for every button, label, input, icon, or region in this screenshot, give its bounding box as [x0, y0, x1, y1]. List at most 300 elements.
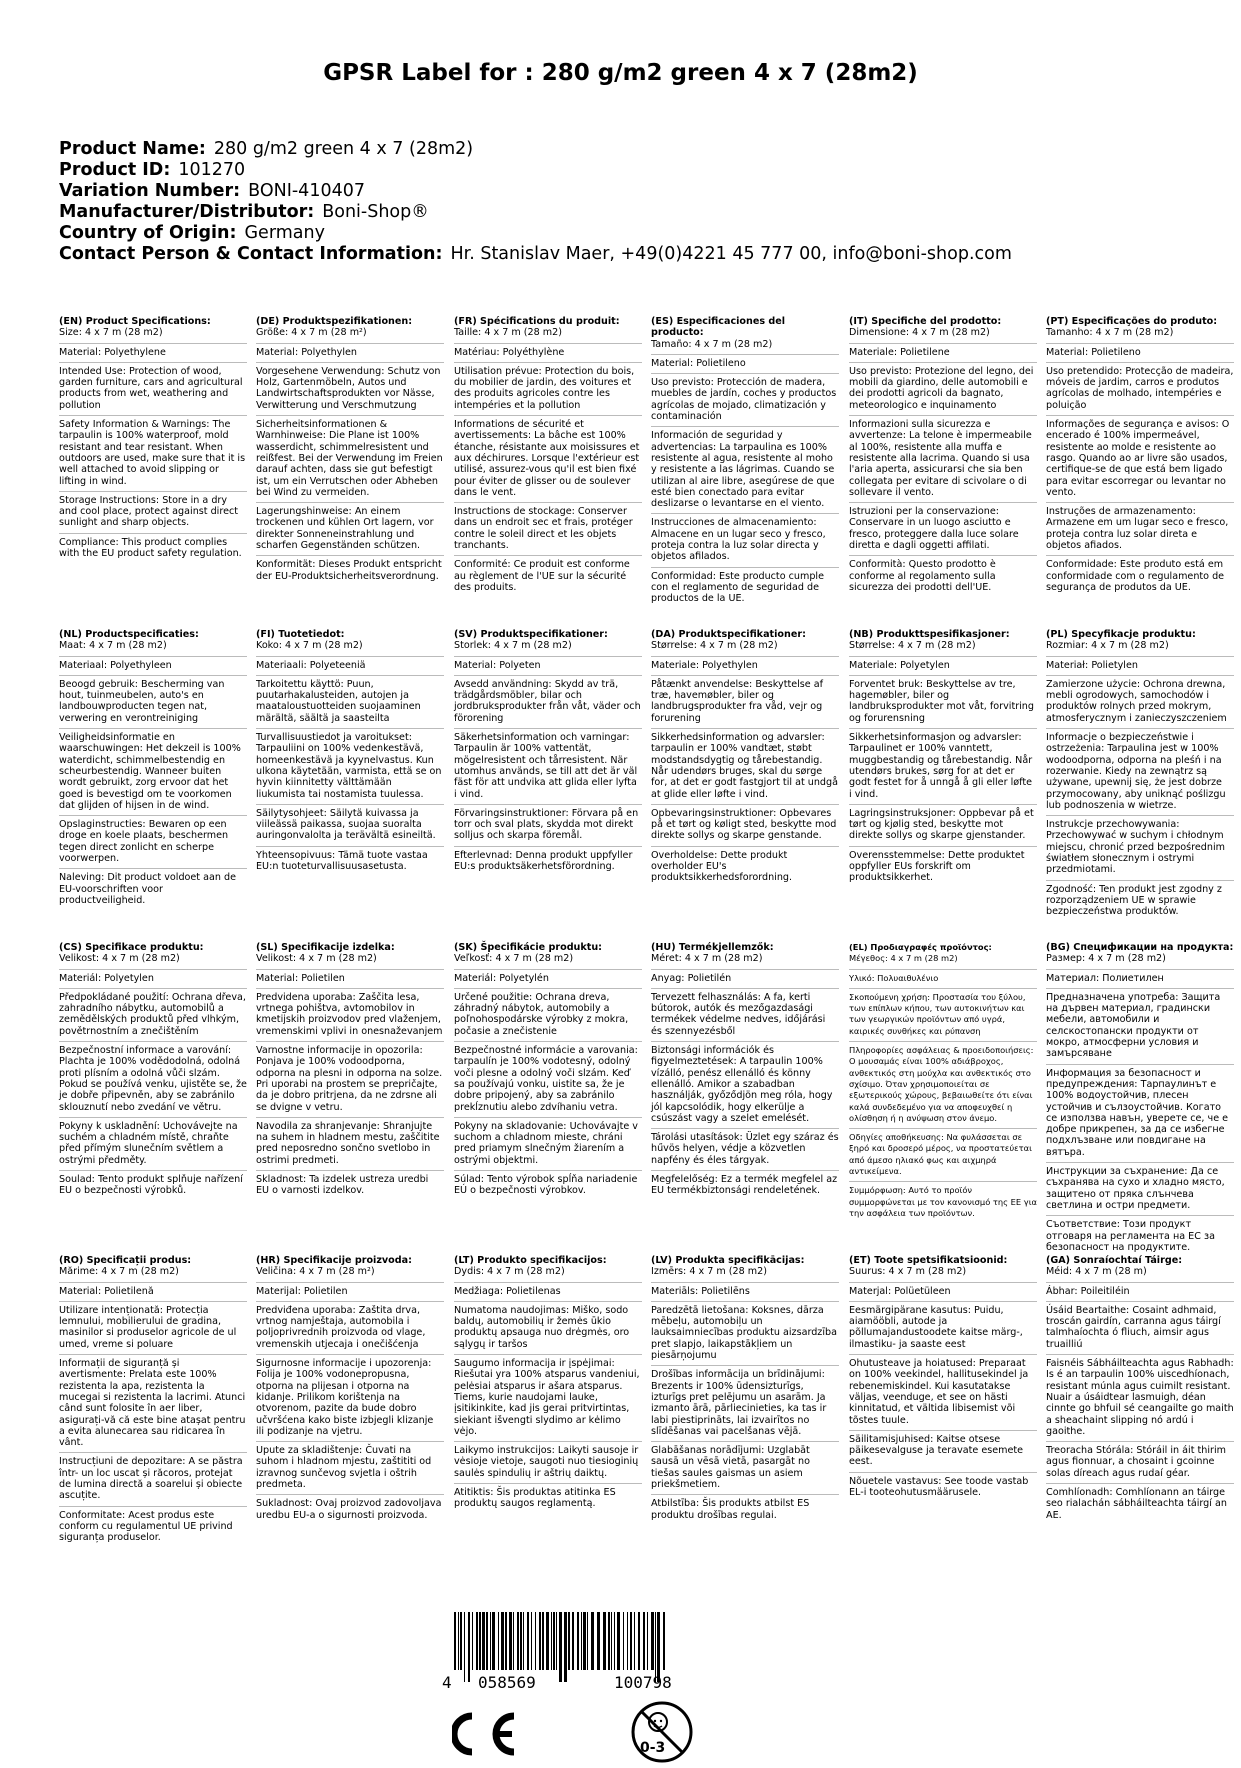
- spec-line: Sikkerhedsinformation og advarsler: tarpaulin er 100% vandtæt, støbt modstandsdygtig og tårebestandig. Når udendørs bruges, skal du sørge for, at det er godt fastgjort til at undgå at glide eller løfte i vind.: [651, 732, 838, 800]
- spec-line: Größe: 4 x 7 m (28 m²): [256, 327, 367, 339]
- spec-line: Predvidena uporaba: Zaščita lesa, vrtnega pohištva, avtomobilov in kmetijskih proizvodov pred vlaženjem, vremenskimi vplivi in onesnaževanjem: [256, 991, 443, 1037]
- spec-divider: [1046, 1354, 1234, 1355]
- spec-divider: [454, 988, 642, 989]
- spec-line: Υλικό: Πολυαιθυλένιο: [849, 972, 939, 983]
- spec-divider: [256, 1441, 444, 1442]
- spec-divider: [1046, 362, 1234, 363]
- spec-line: Tamanho: 4 x 7 m (28 m2): [1046, 327, 1174, 339]
- spec-line: Material: Polyeten: [454, 659, 541, 671]
- spec-divider: [651, 969, 839, 970]
- spec-line: Instrucciones de almacenamiento: Almacene en un lugar seco y fresco, proteja contra la luz solar directa y objetos afilados.: [651, 517, 826, 563]
- spec-line: Uso pretendido: Protecção de madeira, móveis de jardim, carros e produtos agrícolas de molhado, intempéries e poluição: [1046, 365, 1234, 411]
- spec-line: Materiāls: Polietilēns: [651, 1285, 750, 1297]
- page-title: GPSR Label for : 280 g/m2 green 4 x 7 (28m2): [323, 60, 918, 86]
- spec-section: [59, 1255, 247, 1548]
- spec-divider: [454, 969, 642, 970]
- spec-line: Storlek: 4 x 7 m (28 m2): [454, 640, 572, 652]
- spec-heading: (ET) Toote spetsifikatsioonid:: [849, 1255, 1008, 1266]
- spec-divider: [59, 1301, 247, 1302]
- spec-line: Maat: 4 x 7 m (28 m2): [59, 640, 167, 652]
- spec-line: Sicherheitsinformationen & Warnhinweise: Die Plane ist 100% wasserdicht, schimmelresistent und reißfest. Bei der Verwendung im Freien darauf achten, dass sie gut befestigt ist, um ein Verrutschen oder Abheben bei Wind zu vermeiden.: [256, 419, 443, 498]
- spec-divider: [849, 415, 1037, 416]
- spec-divider: [1046, 1064, 1234, 1065]
- spec-divider: [651, 513, 839, 514]
- spec-divider: [256, 1117, 444, 1118]
- spec-section: [454, 1255, 642, 1514]
- spec-line: Material: Polyethylen: [256, 346, 357, 358]
- spec-line: Οδηγίες αποθήκευσης: Να φυλάσσεται σε ξηρό και δροσερό μέρος, να προστατεύεται από άμεσο ηλιακό φως και αιχμηρά αντικείμενα.: [849, 1132, 1032, 1177]
- spec-line: Lagerungshinweise: An einem trockenen und kühlen Ort lagern, vor direkter Sonneneinstrahlung und scharfen Gegenständen schützen.: [256, 506, 434, 552]
- spec-line: Materiale: Polyetylen: [849, 659, 950, 671]
- spec-divider: [454, 502, 642, 503]
- spec-line: Matériau: Polyéthylène: [454, 346, 565, 358]
- info-product-id: Product ID: 101270: [59, 160, 246, 180]
- spec-divider: [256, 1301, 444, 1302]
- spec-divider: [849, 1354, 1037, 1355]
- spec-divider: [1046, 988, 1234, 989]
- spec-divider: [849, 1128, 1037, 1129]
- spec-line: Informações de segurança e avisos: O encerado é 100% impermeável, resistente ao molde e resistente ao rasgo. Quando ao ar livre são usados, certifique-se de que está bem ligado para evitar escorregar ou levantar no vento.: [1046, 419, 1230, 498]
- spec-line: Megfelelőség: Ez a termék megfelel az EU termékbiztonsági rendeletének.: [651, 1174, 838, 1197]
- spec-divider: [1046, 1441, 1234, 1442]
- spec-line: Opbevaringsinstruktioner: Opbevares på et tørt og køligt sted, beskytte mod direkte sollys og skarpe genstande.: [651, 807, 837, 842]
- spec-divider: [256, 1282, 444, 1283]
- spec-divider: [849, 1041, 1037, 1042]
- spec-divider: [59, 675, 247, 676]
- spec-line: Conformidade: Este produto está em conformidade com o regulamento de segurança de produtos da UE.: [1046, 559, 1225, 593]
- spec-line: Instrukcje przechowywania: Przechowywać w suchym i chłodnym miejscu, chronić przed bezpośrednim światłem słonecznym i ostrymi przedmiotami.: [1046, 819, 1225, 876]
- spec-line: Materiál: Polyetylén: [454, 972, 549, 984]
- spec-heading: (HU) Termékjellemzők:: [651, 942, 774, 953]
- spec-line: Nõuetele vastavus: See toode vastab EL-i tooteohutusmäärusele.: [849, 1475, 1029, 1499]
- spec-section: [59, 942, 247, 1201]
- spec-divider: [651, 1282, 839, 1283]
- spec-line: Treoracha Stórála: Stóráil in áit thirim agus fionnuar, a chosaint i gcoinne solas díreach agus rudaí géar.: [1046, 1445, 1226, 1479]
- spec-divider: [59, 533, 247, 534]
- info-contact: Contact Person & Contact Information: Hr. Stanislav Maer, +49(0)4221 45 777 00, info@boni-shop.com: [59, 244, 1012, 264]
- spec-line: Určené použitie: Ochrana dreva, záhradný nábytok, automobily a poľnohospodárske výrobky z mokra, počasie a znečistenie: [454, 991, 629, 1037]
- spec-line: Conformidad: Este producto cumple con el reglamento de seguridad de productos de la UE.: [651, 570, 824, 605]
- spec-heading: (EN) Product Specifications:: [59, 316, 211, 327]
- spec-line: Conformità: Questo prodotto è conforme al regolamento sulla sicurezza dei prodotti dell'UE.: [849, 559, 996, 593]
- spec-line: Πληροφορίες ασφάλειας & προειδοποιήσεις: Ο μουσαμάς είναι 100% αδιάβροχος, ανθεκτικός στη μούχλα και ανθεκτικός στο σχίσιμο. Όταν χρησιμοποιείται σε εξωτερικούς χώρους, βεβαιωθείτε ότι είναι καλά συνδεδεμένο για να αποφευχθεί η ολίσθηση ή η ανύψωση στον άνεμο.: [849, 1045, 1034, 1123]
- spec-heading: (RO) Specificații produs:: [59, 1255, 192, 1266]
- spec-divider: [651, 675, 839, 676]
- spec-line: Istruzioni per la conservazione: Conservare in un luogo asciutto e fresco, proteggere dalla luce solare diretta e dagli oggetti affilati.: [849, 506, 1019, 552]
- spec-line: Veiligheidsinformatie en waarschuwingen: Het dekzeil is 100% waterdicht, schimmelbestendig en scheurbestendig. Wanneer buiten wordt gebruikt, zorg ervoor dat het goed is bevestigd om te voorkomen dat glijden of hijsen in de wind.: [59, 732, 241, 811]
- spec-line: Bezpečnostní informace a varování: Plachta je 100% vodědodolná, odolná proti plísním a odolná vůči slzám. Pokud se používá venku, ujistěte se, že je dobře připevněn, aby se zabránilo sklouznutí nebo zvedání ve větru.: [59, 1045, 247, 1113]
- spec-line: Úsáid Beartaithe: Cosaint adhmaid, troscán gairdín, carranna agus táirgí talmhaíochta ó fliuch, aimsir agus truailliú: [1046, 1304, 1221, 1350]
- spec-line: Conformitate: Acest produs este conform cu regulamentul UE privind siguranța produselor.: [59, 1509, 233, 1544]
- spec-divider: [454, 343, 642, 344]
- spec-divider: [651, 988, 839, 989]
- spec-line: Laikymo instrukcijos: Laikyti sausoje ir vėsioje vietoje, saugoti nuo tiesioginių saulės spindulių ir aštrių daiktų.: [454, 1445, 639, 1479]
- spec-line: Materiaal: Polyethyleen: [59, 659, 172, 671]
- spec-divider: [849, 555, 1037, 556]
- spec-divider: [651, 1441, 839, 1442]
- spec-divider: [59, 969, 247, 970]
- spec-line: Skladnost: Ta izdelek ustreza uredbi EU o varnosti izdelkov.: [256, 1174, 429, 1197]
- spec-divider: [256, 502, 444, 503]
- spec-line: Efterlevnad: Denna produkt uppfyller EU:s produktsäkerhetsförordning.: [454, 849, 633, 873]
- spec-line: Biztonsági információk és figyelmeztetések: A tarpaulin 100% vízálló, penész ellenálló és könny ellenálló. Amikor a szabadban használják, győződjön meg róla, hogy jól kapcsolódik, hogy elkerülje a csúszást vagy a szelet emelését.: [651, 1045, 833, 1124]
- spec-line: Säilytysohjeet: Säilytä kuivassa ja viileässä paikassa, suojaa suoralta auringonvalolta ja terävältä esineiltä.: [256, 807, 436, 842]
- spec-divider: [849, 988, 1037, 989]
- spec-heading: (LT) Produkto specifikacijos:: [454, 1255, 607, 1266]
- spec-line: Atitiktis: Šis produktas atitinka ES produktų saugos reglamentą.: [454, 1487, 616, 1510]
- spec-line: Informazioni sulla sicurezza e avvertenze: La telone è impermeabile al 100%, resistente alla muffa e resistente alla lacrima. Quando si usa l'aria aperta, assicurarsi che sia ben collegata per evitare di scivolare o di sollevare il vento.: [849, 419, 1032, 498]
- spec-line: Förvaringsinstruktioner: Förvara på en torr och sval plats, skydda mot direkt solljus och skarpa föremål.: [454, 807, 639, 842]
- spec-line: Pokyny na skladovanie: Uchovávajte v suchom a chladnom mieste, chráni pred priamym slnečným žiarením a ostrými objektmi.: [454, 1120, 638, 1166]
- spec-line: Størrelse: 4 x 7 m (28 m2): [849, 640, 976, 652]
- spec-line: Size: 4 x 7 m (28 m2): [59, 327, 163, 339]
- spec-divider: [59, 362, 247, 363]
- spec-divider: [256, 988, 444, 989]
- spec-line: Material: Polietileno: [1046, 346, 1141, 358]
- spec-line: Storage Instructions: Store in a dry and cool place, protect against direct sunlight and sharp objects.: [59, 494, 239, 529]
- spec-divider: [1046, 1301, 1234, 1302]
- spec-section: [651, 1255, 839, 1525]
- spec-line: Intended Use: Protection of wood, garden furniture, cars and agricultural products from wet, weathering and pollution: [59, 365, 243, 411]
- spec-divider: [256, 804, 444, 805]
- barcode-digit-1: 4: [442, 1673, 452, 1692]
- spec-divider: [256, 1494, 444, 1495]
- spec-divider: [1046, 728, 1234, 729]
- spec-divider: [454, 846, 642, 847]
- spec-line: Eesmärgipärane kasutus: Puidu, aiamööbli, autode ja põllumajandustoodete kaitse märg-, ilmastiku- ja saaste eest: [849, 1304, 1023, 1350]
- spec-divider: [454, 415, 642, 416]
- spec-heading: (HR) Specifikacije proizvoda:: [256, 1255, 412, 1266]
- spec-line: Instruções de armazenamento: Armazene em um lugar seco e fresco, proteja contra luz solar direta e objetos afiados.: [1046, 506, 1229, 552]
- spec-line: Comhlíonadh: Comhlíonann an táirge seo rialachán sábháilteachta táirgí an AE.: [1046, 1487, 1227, 1521]
- spec-divider: [651, 1170, 839, 1171]
- spec-divider: [454, 1441, 642, 1442]
- spec-section: [1046, 629, 1234, 922]
- spec-heading: (CS) Specifikace produktu:: [59, 942, 204, 953]
- spec-divider: [256, 1170, 444, 1171]
- spec-divider: [1046, 343, 1234, 344]
- spec-line: Material: Polyethylene: [59, 346, 166, 358]
- spec-line: Tarkoitettu käyttö: Puun, puutarhakalusteiden, autojen ja maataloustuotteiden suojaaminen märältä, säältä ja saasteilta: [256, 678, 421, 724]
- spec-divider: [454, 1483, 642, 1484]
- spec-divider: [256, 415, 444, 416]
- spec-divider: [849, 728, 1037, 729]
- spec-line: Velikost: 4 x 7 m (28 m2): [59, 953, 180, 965]
- spec-line: Pokyny k uskladnění: Uchovávejte na suchém a chladném místě, chraňte před přímým slunečním světlem a ostrými předměty.: [59, 1120, 238, 1166]
- spec-line: Predviđena uporaba: Zaštita drva, vrtnog namještaja, automobila i poljoprivrednih proizvoda od vlage, vremenskih utjecaja i onečišćenja: [256, 1304, 426, 1350]
- spec-line: Съответствие: Този продукт отговаря на регламента на ЕС за безопасност на продуктите.: [1046, 1219, 1215, 1253]
- spec-section: [849, 629, 1037, 888]
- spec-divider: [59, 491, 247, 492]
- spec-divider: [454, 1282, 642, 1283]
- spec-line: Saugumo informacija ir įspėjimai: Riešutai yra 100% atsparus vandeniui, pelėsiai atsparus ir ašara atsparus. Tiems, kurie naudojami lauke, įsitikinkite, kad jis gerai pritvirtintas, siekiant išvengti slydimo ar kėlimo vėjo.: [454, 1358, 640, 1437]
- spec-divider: [454, 1117, 642, 1118]
- spec-heading: (FI) Tuotetiedot:: [256, 629, 345, 640]
- spec-line: Materiale: Polyethylen: [651, 659, 758, 671]
- spec-divider: [849, 969, 1037, 970]
- barcode-digit-3: 100798: [614, 1673, 672, 1692]
- spec-divider: [1046, 815, 1234, 816]
- spec-heading: (DA) Produktspecifikationer:: [651, 629, 806, 640]
- spec-divider: [59, 1282, 247, 1283]
- info-product-name: Product Name: 280 g/m2 green 4 x 7 (28m2): [59, 139, 474, 159]
- spec-line: Инструкции за съхранение: Да се съхранява на сухо и хладно място, защитено от пряка слънчева светлина и остри предмети.: [1046, 1166, 1225, 1211]
- spec-line: Súlad: Tento výrobok spĺňa nariadenie EÚ o bezpečnosti výrobkov.: [454, 1174, 638, 1197]
- spec-line: Taille: 4 x 7 m (28 m2): [454, 327, 562, 339]
- spec-divider: [59, 1041, 247, 1042]
- spec-divider: [1046, 555, 1234, 556]
- spec-divider: [849, 804, 1037, 805]
- not-suitable-0-3-icon: [630, 1700, 694, 1764]
- spec-section: [651, 316, 839, 609]
- spec-line: Materijal: Polietilen: [256, 1285, 348, 1297]
- spec-line: Instructions de stockage: Conserver dans un endroit sec et frais, protéger contre le soleil direct et les objets tranchants.: [454, 506, 633, 552]
- spec-line: Izmērs: 4 x 7 m (28 m2): [651, 1266, 767, 1278]
- spec-line: Conformité: Ce produit est conforme au règlement de l'UE sur la sécurité des produits.: [454, 559, 630, 593]
- spec-heading: (DE) Produktspezifikationen:: [256, 316, 413, 327]
- spec-divider: [1046, 502, 1234, 503]
- spec-heading: (EL) Προδιαγραφές προϊόντος:: [849, 942, 992, 952]
- spec-divider: [59, 1452, 247, 1453]
- spec-divider: [651, 567, 839, 568]
- spec-line: Sikkerhetsinformasjon og advarsler: Tarpaulinet er 100% vanntett, muggbestandig og tårebestandig. Når utendørs brukes, sørg for at det er godt festet for å unngå å gli eller løfte i vind.: [849, 732, 1033, 800]
- spec-divider: [849, 1181, 1037, 1182]
- spec-divider: [651, 656, 839, 657]
- spec-section: [849, 942, 1037, 1223]
- spec-line: Påtænkt anvendelse: Beskyttelse af træ, havemøbler, biler og landbrugsprodukter fra våd, vejr og forurening: [651, 678, 823, 724]
- spec-divider: [256, 969, 444, 970]
- spec-section: [454, 629, 642, 876]
- spec-heading: (NL) Productspecificaties:: [59, 629, 199, 640]
- spec-divider: [849, 675, 1037, 676]
- spec-heading: (GA) Sonraíochtaí Táirge:: [1046, 1255, 1183, 1266]
- spec-line: Anyag: Polietilén: [651, 972, 732, 984]
- spec-section: [651, 629, 839, 888]
- spec-line: Størrelse: 4 x 7 m (28 m2): [651, 640, 778, 652]
- spec-line: Material: Polietileno: [651, 357, 746, 369]
- product-info: [59, 139, 1189, 265]
- spec-line: Rozmiar: 4 x 7 m (28 m2): [1046, 640, 1169, 652]
- spec-heading: (IT) Specifiche del prodotto:: [849, 316, 1002, 327]
- spec-line: Glabāšanas norādījumi: Uzglabāt sausā un vēsā vietā, pasargāt no tiešas saules gaismas un asiem priekšmetiem.: [651, 1445, 810, 1491]
- spec-section: [651, 942, 839, 1201]
- spec-heading: (SK) Špecifikácie produktu:: [454, 942, 603, 953]
- spec-divider: [454, 656, 642, 657]
- spec-divider: [454, 555, 642, 556]
- spec-line: Informations de sécurité et avertissements: La bâche est 100% étanche, résistante aux moisissures et aux déchirures. Lorsque l'extérieur est utilisé, assurez-vous qu'il est bien fixé pour éviter de glisser ou de soulever dans le vent.: [454, 419, 640, 498]
- spec-divider: [454, 1170, 642, 1171]
- spec-divider: [651, 373, 839, 374]
- spec-line: Vorgesehene Verwendung: Schutz von Holz, Gartenmöbeln, Autos und Landwirtschaftsprodukten vor Nässe, Verwitterung und Verschmutzung: [256, 365, 441, 411]
- spec-divider: [849, 1472, 1037, 1473]
- spec-line: Instrucțiuni de depozitare: A se păstra într- un loc uscat și răcoros, protejat de lumina directă a soarelui și obiecte ascuțite.: [59, 1456, 243, 1502]
- spec-line: Overensstemmelse: Dette produktet oppfyller EUs forskrift om produktsikkerhet.: [849, 849, 1025, 884]
- spec-divider: [651, 1128, 839, 1129]
- spec-line: Información de seguridad y advertencias: La tarpaulina es 100% resistente al agua, resistente al moho y resistente a las lágrimas. Cuando se utilizan al aire libre, asegúrese de que esté bien conectado para evitar deslizarse o levantarse en el viento.: [651, 430, 835, 510]
- spec-divider: [651, 354, 839, 355]
- spec-divider: [256, 846, 444, 847]
- spec-divider: [1046, 675, 1234, 676]
- spec-heading: (PT) Especificações do produto:: [1046, 316, 1218, 327]
- spec-divider: [256, 343, 444, 344]
- spec-divider: [849, 1301, 1037, 1302]
- spec-line: Sukladnost: Ovaj proizvod zadovoljava uredbu EU-a o sigurnosti proizvoda.: [256, 1498, 442, 1521]
- spec-heading: (ES) Especificaciones del producto:: [651, 316, 786, 339]
- spec-section: [1046, 942, 1234, 1257]
- spec-divider: [849, 846, 1037, 847]
- spec-divider: [849, 343, 1037, 344]
- spec-heading: (NB) Produkttspesifikasjoner:: [849, 629, 1010, 640]
- spec-divider: [59, 1354, 247, 1355]
- spec-line: Säkerhetsinformation och varningar: Tarpaulin är 100% vattentät, mögelresistent och tårresistent. När utomhus används, se till att det är väl fäst för att undvika att glida eller lyfta i vind.: [454, 732, 638, 800]
- ce-mark-icon: [452, 1712, 542, 1756]
- spec-divider: [59, 415, 247, 416]
- spec-divider: [59, 988, 247, 989]
- spec-heading: (PL) Specyfikacje produktu:: [1046, 629, 1196, 640]
- spec-divider: [849, 502, 1037, 503]
- spec-line: Materiale: Polietilene: [849, 346, 950, 358]
- spec-line: Säilitamisjuhised: Kaitse otsese päikesevalguse ja teravate esemete eest.: [849, 1433, 1024, 1468]
- spec-line: Navodila za shranjevanje: Shranjujte na suhem in hladnem mestu, zaščitite pred neposredno sončno svetlobo in ostrimi predmeti.: [256, 1120, 440, 1166]
- spec-line: Информация за безопасност и предупреждения: Тарпаулинът е 100% водоустойчив, плесен устойчив и сълзоустойчив. Когато се използва навън, уверете се, че е добре прикрепен, за да се избегне подхлъзване или повдигане на вятъра.: [1046, 1067, 1229, 1158]
- spec-line: Uso previsto: Protezione del legno, dei mobili da giardino, delle automobili e dei prodotti agricoli da bagnato, meteorologico e inquinamento: [849, 365, 1034, 411]
- spec-line: Materjal: Polüetüleen: [849, 1285, 951, 1297]
- spec-line: Naleving: Dit product voldoet aan de EU-voorschriften voor productveiligheid.: [59, 872, 236, 906]
- spec-section: [256, 942, 444, 1201]
- spec-line: Material: Polietilen: [256, 972, 345, 984]
- spec-divider: [651, 1301, 839, 1302]
- spec-line: Safety Information & Warnings: The tarpaulin is 100% waterproof, mold resistant and tear resistant. When outdoors are used, make sure that it is well attached to avoid slipping or lifting in wind.: [59, 419, 246, 487]
- spec-line: Informacje o bezpieczeństwie i ostrzeżenia: Tarpaulina jest w 100% wodoodporna, odporna na pleśń i na rozerwanie. Kiedy na zewnątrz są używane, upewnij się, że jest dobrze przymocowany, aby uniknąć poślizgu lub podnoszenia w wietrze.: [1046, 732, 1226, 811]
- spec-line: Mărime: 4 x 7 m (28 m2): [59, 1266, 179, 1278]
- spec-line: Dimensione: 4 x 7 m (28 m2): [849, 327, 990, 339]
- spec-divider: [1046, 1282, 1234, 1283]
- spec-divider: [849, 362, 1037, 363]
- spec-divider: [59, 815, 247, 816]
- spec-divider: [849, 656, 1037, 657]
- spec-line: Sigurnosne informacije i upozorenja: Folija je 100% vodonepropusna, otporna na plijesan i otporna na kidanje. Prilikom korištenja na otvorenom, pazite da bude dobro učvršćena kako biste izbjegli klizanje ili podizanje na vjetru.: [256, 1358, 434, 1437]
- spec-divider: [651, 1365, 839, 1366]
- spec-line: Předpokládané použití: Ochrana dřeva, zahradního nábytku, automobilů a zemědělských produktů před vlhkým, povětrnostním a znečištěním: [59, 991, 246, 1037]
- spec-divider: [59, 343, 247, 344]
- spec-heading: (BG) Спецификации на продукта:: [1046, 942, 1234, 953]
- spec-section: [256, 1255, 444, 1525]
- info-manufacturer: Manufacturer/Distributor: Boni-Shop®: [59, 202, 429, 222]
- spec-line: Veličina: 4 x 7 m (28 m²): [256, 1266, 375, 1278]
- spec-divider: [256, 656, 444, 657]
- spec-divider: [454, 728, 642, 729]
- spec-divider: [454, 675, 642, 676]
- spec-line: Méid: 4 x 7 m (28 m): [1046, 1266, 1147, 1278]
- spec-line: Material: Polietilenă: [59, 1285, 154, 1297]
- spec-divider: [256, 1354, 444, 1355]
- spec-divider: [256, 555, 444, 556]
- spec-section: [849, 1255, 1037, 1502]
- spec-line: Uso previsto: Protección de madera, muebles de jardín, coches y productos agrícolas de mojado, climatización y contaminación: [651, 377, 837, 423]
- spec-line: Σκοπούμενη χρήση: Προστασία του ξύλου, των επίπλων κήπου, των αυτοκινήτων και των γεωργικών προϊόντων από υγρά, καιρικές συνθήκες και ρύπανση: [849, 991, 1026, 1036]
- spec-line: Zgodność: Ten produkt jest zgodny z rozporządzeniem UE w sprawie bezpieczeństwa produktów.: [1046, 883, 1222, 918]
- spec-line: Suurus: 4 x 7 m (28 m2): [849, 1266, 967, 1278]
- spec-line: Tárolási utasítások: Üzlet egy száraz és hűvös helyen, védje a közvetlen napfény és éles tárgyak.: [651, 1132, 839, 1166]
- spec-divider: [1046, 1215, 1234, 1216]
- spec-heading: (LV) Produkta specifikācijas:: [651, 1255, 805, 1266]
- spec-divider: [59, 1117, 247, 1118]
- spec-line: Materiał: Polietylen: [1046, 659, 1138, 671]
- spec-divider: [849, 1430, 1037, 1431]
- spec-divider: [256, 1041, 444, 1042]
- spec-line: Ábhar: Poileitiléin: [1046, 1285, 1130, 1297]
- spec-divider: [59, 1506, 247, 1507]
- spec-divider: [651, 1041, 839, 1042]
- spec-line: Compliance: This product complies with the EU product safety regulation.: [59, 536, 242, 560]
- spec-section: [454, 316, 642, 597]
- spec-line: Informații de siguranță și avertismente: Prelata este 100% rezistenta la apa, rezistenta la mucegai si rezistenta la lacrimi. Atunci când sunt folosite în aer liber, asigurați-vă că este bine atașat pentru a evita alunecarea sau ridicarea în vânt.: [59, 1358, 246, 1449]
- spec-line: Materiál: Polyetylen: [59, 972, 154, 984]
- info-variation-number: Variation Number: BONI-410407: [59, 181, 365, 201]
- spec-section: [59, 629, 247, 910]
- spec-divider: [651, 728, 839, 729]
- spec-line: Συμμόρφωση: Αυτό το προϊόν συμμορφώνεται με τον κανονισμό της ΕΕ για την ασφάλεια των προϊόντων.: [849, 1185, 1037, 1218]
- spec-divider: [1046, 656, 1234, 657]
- spec-line: Beoogd gebruik: Bescherming van hout, tuinmeubelen, auto's en landbouwproducten tegen nat, verwering en verontreiniging: [59, 678, 225, 724]
- spec-section: [59, 316, 247, 563]
- spec-line: Utilisation prévue: Protection du bois, du mobilier de jardin, des voitures et des produits agricoles contre les intempéries et la pollution: [454, 365, 635, 411]
- spec-line: Velikost: 4 x 7 m (28 m2): [256, 953, 377, 965]
- spec-line: Tervezett felhasználás: A fa, kerti bútorok, autók és mezőgazdasági termékek védelme nedves, időjárási és szennyezésből: [651, 991, 826, 1037]
- spec-line: Méret: 4 x 7 m (28 m2): [651, 953, 763, 965]
- spec-section: [849, 316, 1037, 597]
- spec-line: Opslaginstructies: Bewaren op een droge en koele plaats, beschermen tegen direct zonlicht en scherpe voorwerpen.: [59, 819, 229, 865]
- spec-section: [256, 629, 444, 876]
- spec-line: Dydis: 4 x 7 m (28 m2): [454, 1266, 565, 1278]
- spec-line: Drošības informācija un brīdinājumi: Brezents ir 100% ūdensizturīgs, izturīgs pret pelējumu un asarām. Ja izmanto ārā, pārliecinieties, ka tas ir labi piestiprināts, lai izvairītos no slīdēšanas vai pacelšanas vējā.: [651, 1369, 827, 1437]
- spec-line: Paredzētā lietošana: Koksnes, dārza mēbeļu, automobiļu un lauksaimniecības produktu aizsardzība pret slapjo, laikapstākļiem un piesārņojumu: [651, 1304, 837, 1362]
- info-country-of-origin: Country of Origin: Germany: [59, 223, 325, 243]
- spec-line: Koko: 4 x 7 m (28 m2): [256, 640, 363, 652]
- spec-divider: [59, 656, 247, 657]
- spec-line: Ohutusteave ja hoiatused: Preparaat on 100% veekindel, hallitusekindel ja rebenemiskindel. Kui kasutatakse väljas, veenduge, et see on hästi kinnitatud, et vältida libisemist või tõstes tuule.: [849, 1358, 1029, 1426]
- spec-line: Upute za skladištenje: Čuvati na suhom i hladnom mjestu, zaštititi od izravnog sunčevog svjetla i oštrih predmeta.: [256, 1445, 432, 1491]
- spec-divider: [59, 868, 247, 869]
- spec-line: Lagringsinstruksjoner: Oppbevar på et tørt og kjølig sted, beskytte mot direkte sollys og skarpe gjenstander.: [849, 807, 1034, 842]
- spec-section: [1046, 316, 1234, 597]
- spec-divider: [1046, 1162, 1234, 1163]
- spec-line: Medžiaga: Polietilenas: [454, 1285, 561, 1297]
- spec-divider: [454, 1354, 642, 1355]
- spec-line: Soulad: Tento produkt splňuje nařízení EU o bezpečnosti výrobků.: [59, 1174, 243, 1197]
- spec-divider: [1046, 880, 1234, 881]
- spec-divider: [1046, 415, 1234, 416]
- spec-divider: [59, 1170, 247, 1171]
- spec-heading: (SV) Produktspecifikationer:: [454, 629, 608, 640]
- spec-divider: [454, 804, 642, 805]
- spec-divider: [256, 675, 444, 676]
- spec-line: Turvallisuustiedot ja varoitukset: Tarpauliini on 100% vedenkestävä, homeenkestävä ja kyynelvastus. Kun ulkona käytetään, varmista, että se on hyvin kiinnitetty välttämään liukumista tai nostamista tuulessa.: [256, 732, 442, 800]
- spec-line: Veľkosť: 4 x 7 m (28 m2): [454, 953, 574, 965]
- spec-divider: [651, 426, 839, 427]
- spec-divider: [256, 362, 444, 363]
- spec-divider: [651, 846, 839, 847]
- spec-line: Материал: Полиетилен: [1046, 972, 1164, 984]
- spec-divider: [256, 728, 444, 729]
- spec-divider: [651, 1494, 839, 1495]
- spec-divider: [454, 362, 642, 363]
- spec-heading: (SL) Specifikacije izdelka:: [256, 942, 395, 953]
- spec-line: Materiaali: Polyeteeniä: [256, 659, 366, 671]
- spec-section: [454, 942, 642, 1201]
- spec-heading: (FR) Spécifications du produit:: [454, 316, 620, 327]
- spec-line: Varnostne informacije in opozorila: Ponjava je 100% vodoodporna, odporna na plesni in odporna na solze. Pri uporabi na prostem se prepričajte, da je dobro pritrjena, da ne zdrsne ali se dvigne v vetru.: [256, 1045, 443, 1113]
